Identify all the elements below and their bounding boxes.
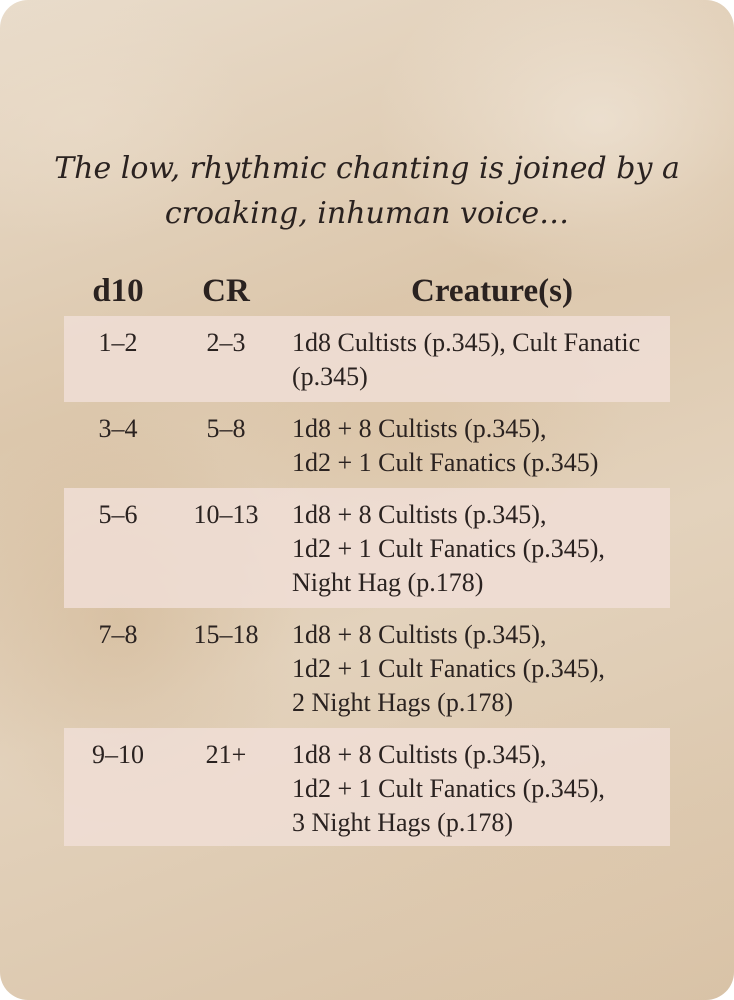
row-cr: 15–18	[193, 620, 259, 649]
table-row	[64, 316, 670, 402]
table-header	[64, 266, 670, 316]
row-creatures: 1d8 + 8 Cultists (p.345), 1d2 + 1 Cult Fanatics (p.345)	[292, 414, 599, 477]
row-d10: 1–2	[98, 328, 138, 357]
header-creatures: Creature(s)	[411, 272, 573, 309]
intro-text: The low, rhythmic chanting is joined by a croaking, inhuman voice…	[54, 151, 680, 231]
row-d10: 5–6	[98, 500, 138, 529]
table-row	[64, 728, 670, 846]
row-cr: 2–3	[206, 328, 246, 357]
row-creatures: 1d8 + 8 Cultists (p.345), 1d2 + 1 Cult Fanatics (p.345), Night Hag (p.178)	[292, 500, 605, 597]
row-creatures: 1d8 Cultists (p.345), Cult Fanatic (p.345)	[292, 328, 641, 391]
row-d10: 3–4	[98, 414, 138, 443]
row-cr: 10–13	[193, 500, 259, 529]
encounter-table	[64, 266, 670, 846]
row-cr: 21+	[205, 740, 247, 769]
table-row	[64, 608, 670, 728]
table-row	[64, 402, 670, 488]
header-cr: CR	[202, 272, 250, 309]
row-d10: 9–10	[92, 740, 144, 769]
row-d10: 7–8	[98, 620, 138, 649]
header-d10: d10	[92, 272, 144, 309]
row-creatures: 1d8 + 8 Cultists (p.345), 1d2 + 1 Cult Fanatics (p.345), 2 Night Hags (p.178)	[292, 620, 605, 717]
row-creatures: 1d8 + 8 Cultists (p.345), 1d2 + 1 Cult Fanatics (p.345), 3 Night Hags (p.178)	[292, 740, 605, 837]
table-row	[64, 488, 670, 608]
row-cr: 5–8	[206, 414, 246, 443]
